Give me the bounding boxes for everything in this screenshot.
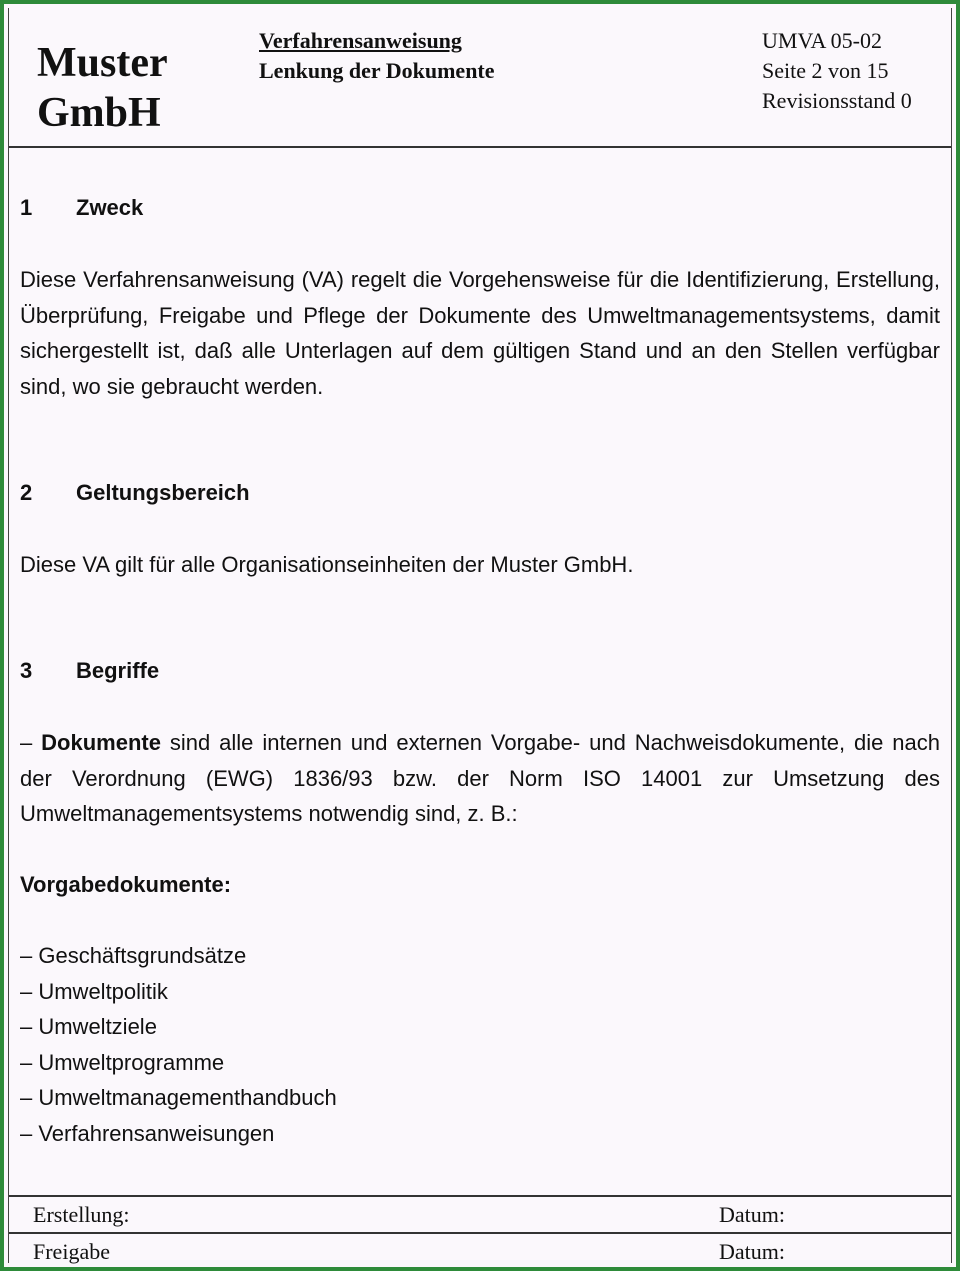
document-type: Verfahrensanweisung bbox=[259, 28, 462, 53]
list-item: – Verfahrensanweisungen bbox=[20, 1120, 275, 1146]
dash-prefix: – bbox=[20, 730, 42, 755]
section-title: Geltungsbereich bbox=[76, 480, 250, 505]
revision-info: Revisionsstand 0 bbox=[762, 88, 912, 113]
section-number: 3 bbox=[20, 658, 33, 683]
erstellung-date-label: Datum: bbox=[719, 1202, 785, 1227]
document-header bbox=[9, 8, 951, 148]
company-name-line1: Muster bbox=[37, 40, 168, 86]
section-text-zweck: Diese Verfahrensanweisung (VA) regelt die Vorgehensweise für die Identifizierung, Erstellung, Überprüfung, Freigabe und Pflege der Dokumente des Umweltmanagementsystems, damit sichergestellt ist, daß alle Unterlagen auf dem gültigen Stand und an den Stellen verfügbar sind, wo sie gebraucht werden. bbox=[20, 267, 940, 400]
list-item: – Umweltmanagementhandbuch bbox=[20, 1085, 337, 1110]
erstellung-label: Erstellung: bbox=[33, 1202, 130, 1227]
subheading-vorgabedokumente: Vorgabedokumente: bbox=[20, 872, 232, 897]
document-meta bbox=[762, 26, 912, 116]
list-item: – Umweltziele bbox=[20, 1014, 157, 1039]
document-page bbox=[8, 8, 952, 1263]
list-item: – Umweltpolitik bbox=[20, 978, 168, 1004]
list-item: – Geschäftsgrundsätze bbox=[20, 943, 247, 968]
company-name bbox=[37, 38, 168, 138]
vorgabedokumente-list bbox=[20, 938, 337, 1151]
footer-row-freigabe bbox=[9, 1234, 951, 1269]
document-title: Lenkung der Dokumente bbox=[259, 58, 495, 83]
section-number: 2 bbox=[20, 480, 33, 505]
document-id: UMVA 05-02 bbox=[762, 28, 883, 53]
term-dokumente: Dokumente bbox=[41, 730, 161, 755]
company-name-line2: GmbH bbox=[37, 90, 161, 136]
section-text-begriffe bbox=[20, 725, 940, 832]
document-type-block bbox=[259, 26, 495, 86]
freigabe-date-label: Datum: bbox=[719, 1239, 785, 1264]
term-definition: sind alle internen und externen Vorgabe- und Nachweisdokumente, die nach der Verordnung (EWG) 1836/93 bzw. der Norm ISO 14001 zur Umsetzung des Umweltmanagementsystems notwendig sind, z. B.: bbox=[20, 730, 940, 827]
document-footer bbox=[9, 1195, 951, 1273]
freigabe-label: Freigabe bbox=[33, 1239, 110, 1264]
section-heading-begriffe bbox=[20, 657, 159, 685]
list-item: – Umweltprogramme bbox=[20, 1049, 225, 1075]
section-text-geltungsbereich: Diese VA gilt für alle Organisationseinheiten der Muster GmbH. bbox=[20, 552, 634, 577]
footer-row-erstellung bbox=[9, 1197, 951, 1234]
page-info: Seite 2 von 15 bbox=[762, 58, 889, 83]
section-heading-zweck bbox=[20, 194, 143, 222]
section-heading-geltungsbereich bbox=[20, 479, 250, 507]
section-title: Begriffe bbox=[76, 658, 160, 683]
section-number: 1 bbox=[20, 195, 33, 220]
section-title: Zweck bbox=[76, 195, 144, 220]
